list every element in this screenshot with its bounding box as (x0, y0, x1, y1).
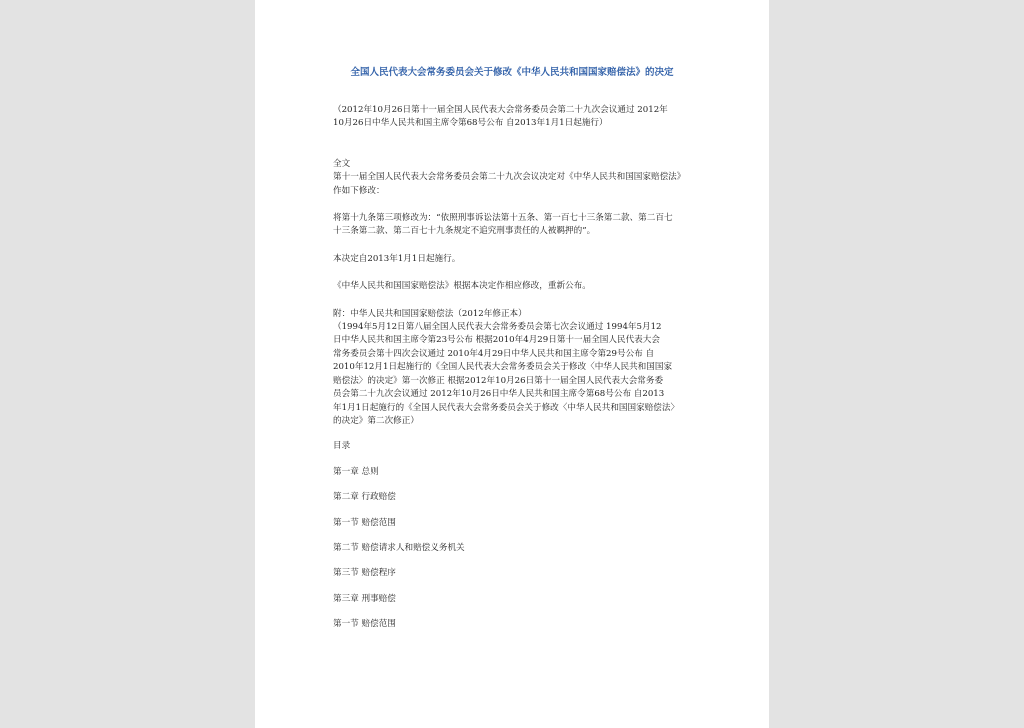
decision-paragraph: 第十一届全国人民代表大会常务委员会第二十九次会议决定对《中华人民共和国国家赔偿法》 作如下修改： (333, 172, 686, 196)
toc-item: 第一节 赔偿范围 (333, 517, 396, 528)
toc-item: 第三章 刑事赔偿 (333, 593, 396, 604)
effective-date-paragraph: 本决定自2013年1月1日起施行。 (333, 253, 461, 264)
toc-item: 第一章 总则 (333, 466, 379, 477)
toc-item: 第一节 赔偿范围 (333, 619, 396, 630)
fulltext-label: 全文 (333, 158, 351, 169)
toc-label: 目录 (333, 441, 351, 452)
document-page (255, 0, 769, 728)
appendix-history: （1994年5月12日第八届全国人民代表大会常务委员会第七次会议通过 1994年5月12 日中华人民共和国主席令第23号公布 根据2010年4月29日第十一届全国人民代表大会 常务委员会第十四次会议通过 2010年4月29日中华人民共和国主席令第29号公布 自 2010年12月1日起施行的《全国人民代表大会常务委员会关于修改〈中华人民共和国国家 赔偿法〉的决定》第一次修正 根据2012年10月26日第十一届全国人民代表大会常务委 员会第二十九次会议通过 2012年10月26日中华人民共和国主席令第68号公布 自2013 年1月1日起施行的《全国人民代表大会常务委员会关于修改〈中华人民共和国国家赔偿法〉 的决定》第二次修正） (333, 322, 680, 426)
toc-item: 第二节 赔偿请求人和赔偿义务机关 (333, 542, 465, 553)
toc-item: 第二章 行政赔偿 (333, 492, 396, 503)
republish-paragraph: 《中华人民共和国国家赔偿法》根据本决定作相应修改，重新公布。 (333, 281, 591, 292)
appendix-title: 附：中华人民共和国国家赔偿法（2012年修正本） (333, 308, 527, 319)
toc-item: 第三节 赔偿程序 (333, 568, 396, 579)
document-title: 全国人民代表大会常务委员会关于修改《中华人民共和国国家赔偿法》的决定 (350, 67, 674, 78)
intro-paragraph: （2012年10月26日第十一届全国人民代表大会常务委员会第二十九次会议通过 2012年 10月26日中华人民共和国主席令第68号公布 自2013年1月1日起施行） (333, 105, 668, 129)
amendment-paragraph: 将第十九条第三项修改为：“依照刑事诉讼法第十五条、第一百七十三条第二款、第二百七 十三条第二款、第二百七十九条规定不追究刑事责任的人被羁押的”。 (333, 213, 673, 237)
document-body (333, 104, 703, 632)
